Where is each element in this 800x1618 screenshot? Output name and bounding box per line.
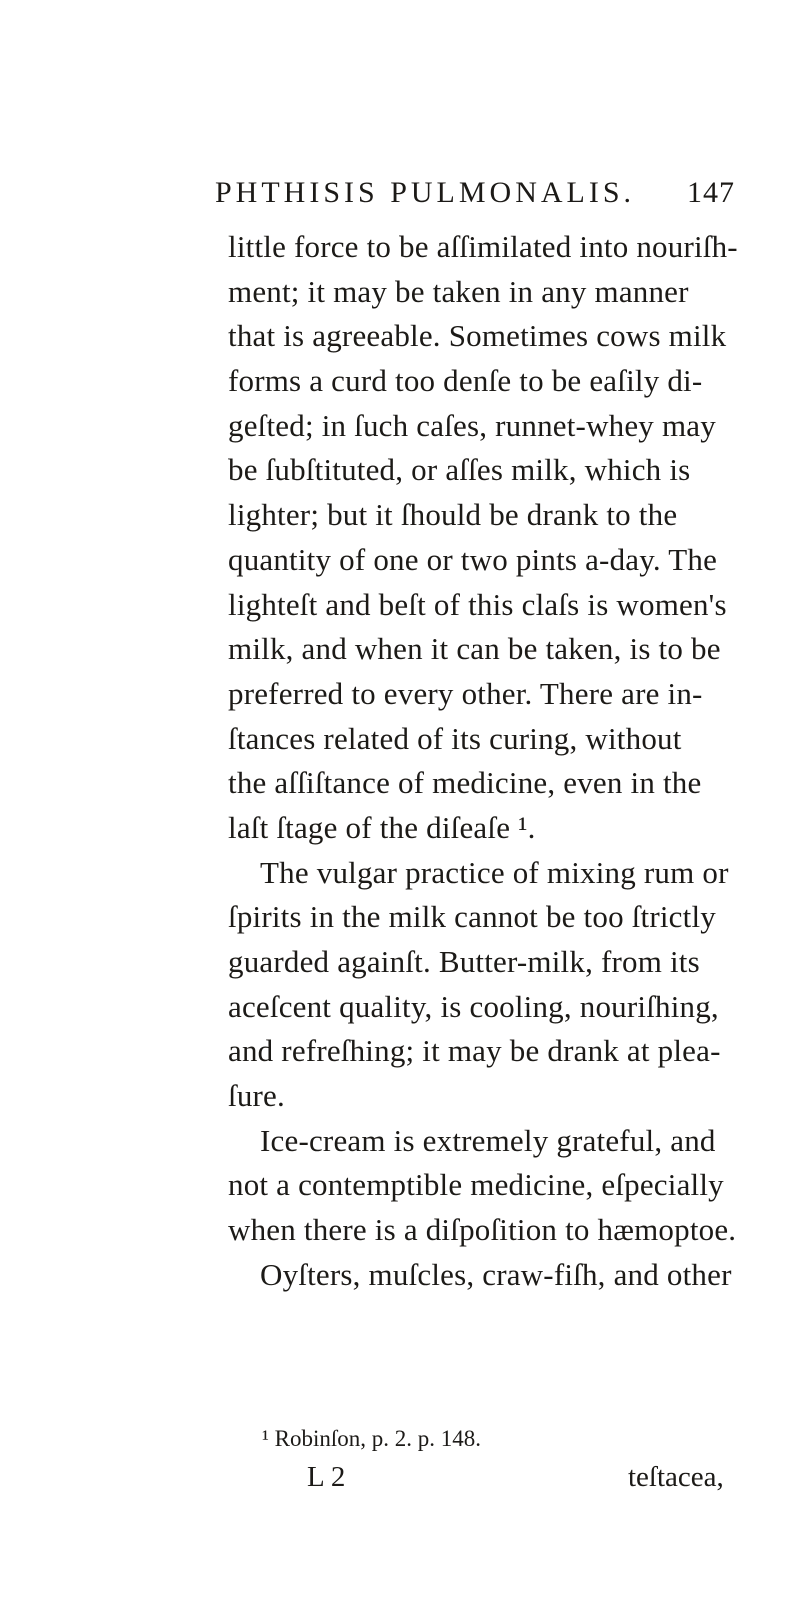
text-line: forms a curd too denſe to be eaſily di- [228, 363, 703, 399]
text-line: milk, and when it can be taken, is to be [228, 631, 721, 667]
text-line: ſpirits in the milk cannot be too ſtrictly [228, 899, 716, 935]
running-head [215, 176, 735, 210]
text-line: be ſubſtituted, or aſſes milk, which is [228, 452, 691, 488]
running-head-title: PHTHISIS PULMONALIS. [215, 176, 636, 209]
text-line: preferred to every other. There are in- [228, 675, 703, 711]
text-line: geſted; in ſuch caſes, runnet-whey may [228, 407, 716, 443]
paragraph-start-line: The vulgar practice of mixing rum or [260, 854, 729, 890]
signature-mark: L 2 [307, 1461, 346, 1493]
text-line: guarded againſt. Butter-milk, from its [228, 944, 700, 979]
text-line: lighteſt and beſt of this claſs is women's [228, 586, 727, 622]
text-line: laſt ſtage of the diſeaſe ¹. [228, 809, 536, 845]
text-line: when there is a diſpoſition to hæmoptoe. [228, 1212, 737, 1248]
text-line: lighter; but it ſhould be drank to the [228, 497, 678, 533]
text-line: ment; it may be taken in any manner [228, 273, 689, 309]
text-line: the aſſiſtance of medicine, even in the [228, 765, 702, 801]
page-number: 147 [687, 176, 735, 209]
paragraph-start-line: Oyſters, muſcles, craw-fiſh, and other [260, 1256, 732, 1292]
text-line: and refreſhing; it may be drank at plea- [228, 1033, 721, 1069]
catchword: teſtacea, [628, 1461, 724, 1493]
text-line: quantity of one or two pints a-day. The [228, 541, 718, 577]
text-line: aceſcent quality, is cooling, nouriſhing, [228, 988, 719, 1024]
body-text [228, 225, 788, 1298]
text-line: not a contemptible medicine, eſpecially [228, 1167, 724, 1203]
text-line: ſure. [228, 1078, 285, 1114]
footnote: ¹ Robinſon, p. 2. p. 148. [262, 1426, 482, 1451]
paragraph-start-line: Ice-cream is extremely grateful, and [260, 1122, 716, 1158]
text-line: that is agreeable. Sometimes cows milk [228, 318, 727, 354]
text-line: ſtances related of its curing, without [228, 720, 682, 756]
text-line: little force to be aſſimilated into nouriſh- [228, 229, 738, 264]
